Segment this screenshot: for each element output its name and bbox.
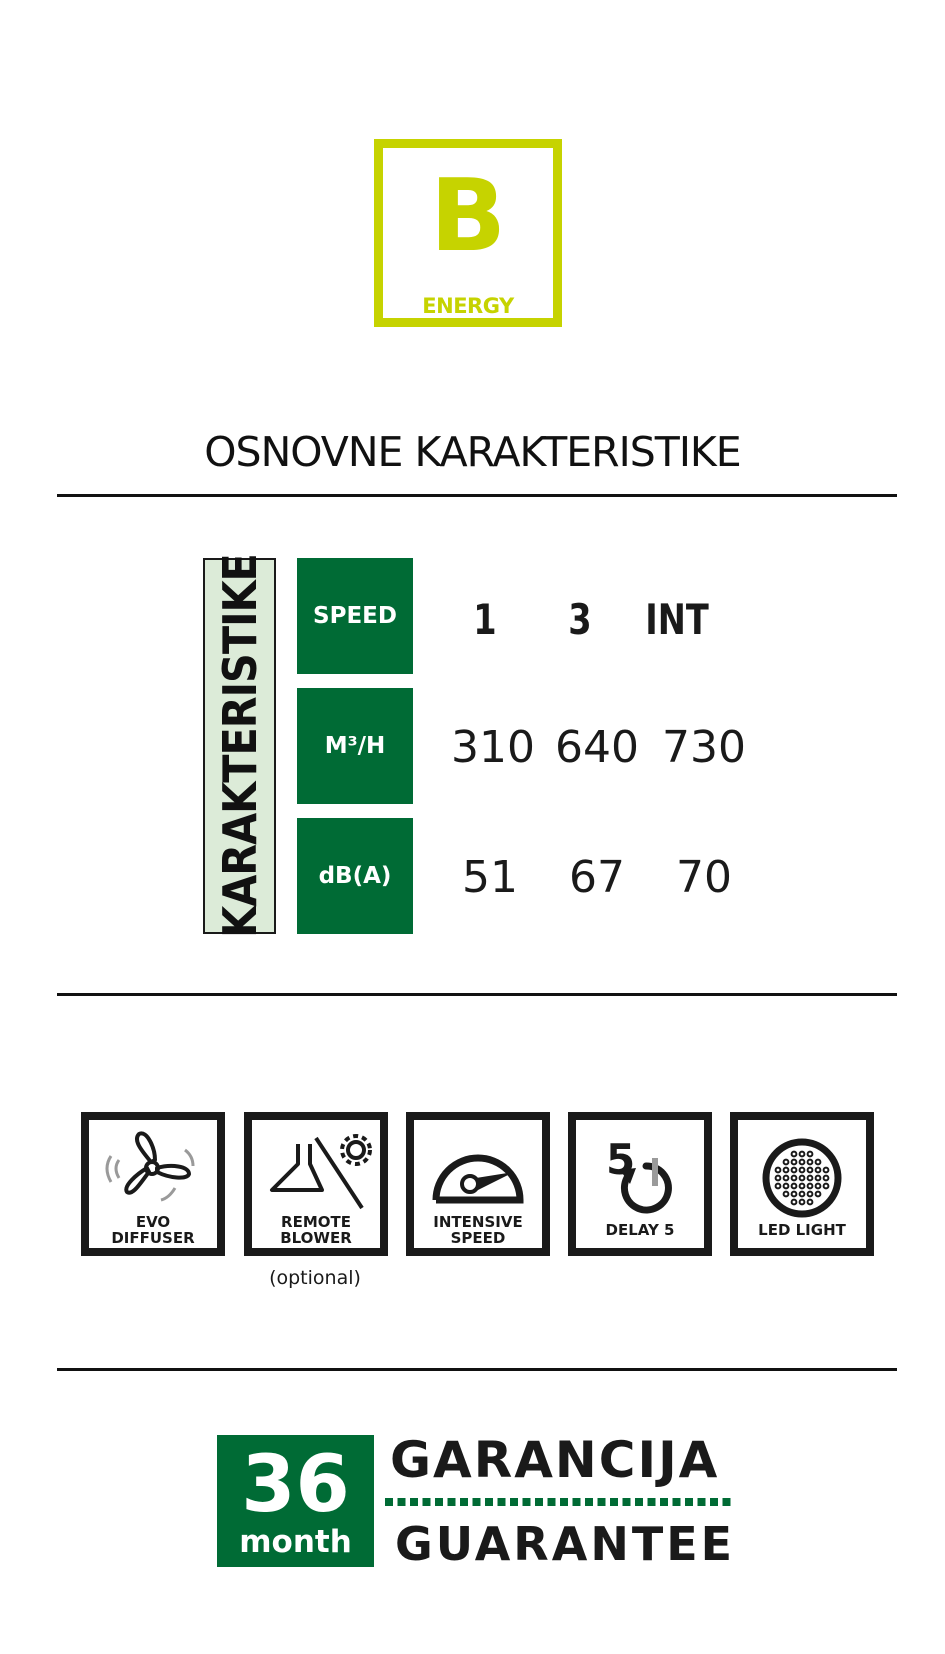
section-title: OSNOVNE KARAKTERISTIKE (204, 428, 741, 476)
feature-label-line1: EVO (135, 1213, 171, 1231)
feature-label-line1: REMOTE (281, 1213, 351, 1231)
energy-class-letter: B (429, 157, 507, 274)
noise-speed-1: 51 (462, 852, 518, 903)
feature-label-line2: BLOWER (280, 1229, 352, 1247)
speed-column-int: INT (645, 595, 709, 644)
feature-label-line1: INTENSIVE (433, 1213, 523, 1231)
feature-delay-5 (568, 1112, 712, 1256)
row-label-noise: dB(A) (297, 818, 413, 934)
feature-evo-diffuser (81, 1112, 225, 1256)
guarantee-badge (217, 1435, 374, 1567)
timer-digit: 5 (606, 1135, 636, 1184)
feature-led-light (730, 1112, 874, 1256)
energy-label: ENERGY (422, 294, 514, 318)
guarantee-months-number: 36 (241, 1440, 350, 1530)
feature-intensive-speed (406, 1112, 550, 1256)
energy-class-badge (374, 139, 562, 327)
noise-speed-int: 70 (676, 852, 732, 903)
specs-tab-label: KARAKTERISTIKE (212, 554, 267, 938)
feature-label-line2: DIFFUSER (111, 1229, 195, 1247)
row-label-speed: SPEED (297, 558, 413, 674)
divider (57, 993, 897, 996)
airflow-speed-int: 730 (662, 722, 746, 773)
dotted-separator (385, 1496, 735, 1508)
guarantee-title-top: GARANCIJA (390, 1431, 720, 1489)
specs-tab (203, 554, 276, 938)
speed-column-1: 1 (473, 595, 497, 644)
guarantee-title-bottom: GUARANTEE (395, 1517, 736, 1571)
airflow-speed-1: 310 (451, 722, 535, 773)
feature-remote-blower (244, 1112, 388, 1256)
airflow-speed-3: 640 (555, 722, 639, 773)
feature-label-line1: LED LIGHT (758, 1221, 846, 1239)
noise-speed-3: 67 (569, 852, 625, 903)
divider (57, 494, 897, 497)
row-label-airflow: M³/H (297, 688, 413, 804)
speed-column-3: 3 (568, 595, 592, 644)
feature-label-line1: DELAY 5 (605, 1221, 675, 1239)
guarantee-months-unit: month (239, 1524, 352, 1560)
divider (57, 1368, 897, 1371)
feature-label-line2: SPEED (450, 1229, 506, 1247)
optional-note: (optional) (269, 1267, 361, 1289)
